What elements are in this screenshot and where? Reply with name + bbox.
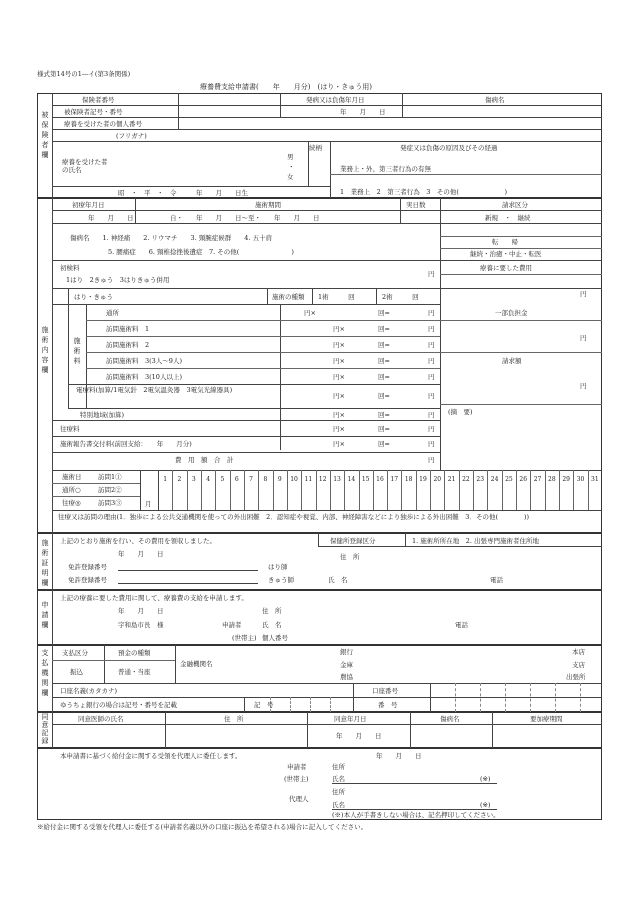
section-label-consent: 同意記録: [41, 713, 49, 745]
day-cell: 18: [404, 476, 413, 483]
label-bank: 銀行: [340, 648, 353, 656]
section-label-applicant: 申請欄: [41, 601, 49, 629]
label-credit: 金庫: [340, 661, 353, 669]
disease-list-row1: 傷病名 1. 神経痛 2. リウマチ 3. 頸腕症候群 4. 五十肩: [70, 234, 273, 242]
day-cell: 21: [447, 476, 456, 483]
day-cell: 8: [263, 476, 268, 483]
section-label-certificate: 施術証明欄: [41, 539, 49, 587]
day-cell: 24: [490, 476, 499, 483]
certificate-statement: 上記のとおり施術を行い、その費用を領収しました。: [60, 537, 216, 545]
day-cell: 13: [333, 476, 341, 483]
label-copay: 一部負担金: [495, 309, 528, 317]
label-claim-amount: 請求額: [502, 357, 522, 365]
delegation-address2: 住所: [332, 788, 345, 796]
day-divider: [201, 470, 202, 510]
day-cell: 29: [562, 476, 570, 483]
form-code: 様式第14号の1―イ(第3条関係): [37, 70, 131, 78]
day-cell: 26: [519, 476, 528, 483]
label-visit-fee: 施術料: [73, 337, 81, 365]
delegation-address1: 住所: [332, 763, 345, 771]
day-divider: [487, 470, 488, 510]
delegation-name2: 氏名: [332, 801, 345, 809]
claim-yen: 円: [580, 382, 587, 390]
first-visit-date: 年 月 日: [88, 214, 134, 222]
day-divider: [344, 470, 345, 510]
mayor: 宇和島市長 様: [118, 621, 164, 629]
total-yen: 円: [428, 456, 435, 464]
section-label-payment: 支払機関欄: [41, 649, 49, 697]
delegation-seal2: (※): [480, 801, 491, 809]
label-period: 施術期間: [255, 201, 281, 209]
day-divider: [416, 470, 417, 510]
label-branch: 支店: [572, 661, 585, 669]
day-cell: 19: [419, 476, 427, 483]
day-cell: 4: [206, 476, 211, 483]
delegation-date: 年 月 日: [376, 752, 422, 760]
day-divider: [373, 470, 374, 510]
label-visit3: 訪問3③: [98, 499, 122, 507]
label-sub-office: 出張所: [566, 673, 586, 681]
day-divider: [316, 470, 317, 510]
day-divider: [530, 470, 531, 510]
label-license1: 免許登録番号: [68, 563, 107, 571]
calc-yen: 円: [428, 392, 435, 400]
day-divider: [473, 470, 474, 510]
calc-yen-times: 円×: [304, 309, 316, 317]
day-cell: 1: [163, 476, 168, 483]
applicant-address: 住 所: [262, 607, 282, 615]
label-account-number: 口座番号: [372, 687, 398, 695]
applicant-date: 年 月 日: [118, 607, 164, 615]
cert-phone: 電話: [490, 576, 503, 584]
calc-times-eq: 回=: [378, 411, 390, 419]
day-cell: 3: [191, 476, 196, 483]
cert-address: 住 所: [340, 553, 360, 561]
label-visit2: 訪問2②: [98, 486, 122, 494]
period-value: 自・ 年 月 日～至・ 年 月 日: [170, 214, 320, 222]
label-consent-doctor: 同意医師の氏名: [78, 715, 124, 723]
label-travel-fee: 往療料: [60, 425, 80, 433]
copay-yen: 円: [580, 334, 587, 342]
day-cell: 15: [361, 476, 370, 483]
label-consent-period: 要加療期間: [530, 715, 563, 723]
label-pay-type: 支払区分: [62, 649, 88, 657]
sex-female: 女: [287, 173, 294, 181]
label-patient-name: 療養を受けた者の氏名: [62, 158, 108, 174]
day-divider: [187, 470, 188, 510]
calc-yen-times: 円×: [333, 392, 345, 400]
sex-male: 男: [287, 153, 294, 161]
section-label-treatment: 施術内容欄: [41, 326, 49, 374]
label-initial-fee: 初検料: [60, 264, 80, 272]
day-divider: [287, 470, 288, 510]
calc-yen: 円: [428, 425, 435, 433]
work-related: 業務上・外、第三者行為の有無: [340, 165, 431, 173]
label-furigana: (フリガナ): [116, 132, 147, 140]
label-symbol-number: 被保険者記号・番号: [64, 108, 123, 116]
calc-times-eq: 回=: [378, 440, 390, 448]
label-bank-name: 金融機関名: [180, 660, 213, 668]
label-total: 費 用 額 合 計: [175, 456, 234, 464]
label-visit-fee-2: 訪問施術料 2: [106, 341, 150, 349]
delegation-name1: 氏名: [332, 775, 345, 783]
applicant-householder: (世帯主): [232, 634, 257, 642]
section-label-insured: 被保険者欄: [41, 111, 49, 159]
reg-options: 1. 施術所所在地 2. 出張専門施術者住所地: [412, 537, 540, 545]
delegation-statement: 本申請書に基づく給付金に関する受領を代理人に委任します。: [60, 752, 242, 760]
calc-times-eq: 回=: [378, 357, 390, 365]
calc-yen: 円: [428, 309, 435, 317]
day-cell: 20: [433, 476, 442, 483]
label-yucho: ゆうちょ銀行の場合は記号・番号を記載: [60, 701, 177, 709]
day-cell: 5: [220, 476, 225, 483]
claim-options: 新規 ・ 継続: [485, 214, 531, 222]
initial-fee-options: 1はり 2きゅう 3はりきゅう併用: [66, 276, 170, 284]
applicant-name: 氏 名: [262, 621, 282, 629]
day-cell: 16: [376, 476, 384, 483]
day-divider: [401, 470, 402, 510]
label-special-area: 特別地域(加算): [80, 411, 125, 419]
calc-times-eq: 回=: [378, 309, 390, 317]
label-number: 番 号: [378, 701, 398, 709]
calc-times-eq: 回=: [378, 325, 390, 333]
day-cell: 6: [234, 476, 239, 483]
day-divider: [502, 470, 503, 510]
label-first-visit: 初療年月日: [72, 201, 105, 209]
label-cause: 発症又は負傷の原因及びその経過: [400, 144, 498, 152]
form-title: 療養費支給申請書( 年 月分) (はり・きゅう用): [200, 83, 372, 91]
calc-yen-times: 円×: [333, 325, 345, 333]
day-divider: [258, 470, 259, 510]
cost-yen: 円: [580, 290, 587, 298]
label-hari: はり師: [268, 563, 288, 571]
calc-yen: 円: [428, 341, 435, 349]
label-account-name: 口座名義(カタカナ): [60, 687, 118, 695]
applicant-phone: 電話: [455, 621, 468, 629]
day-cell: 11: [304, 476, 313, 483]
label-onset: 発病又は負傷年月日: [306, 96, 365, 104]
label-summary: (摘 要): [448, 408, 473, 416]
calc-times-eq: 回=: [378, 425, 390, 433]
calc-yen: 円: [428, 373, 435, 381]
label-days: 実日数: [406, 201, 426, 209]
label-visit-fee-1: 訪問施術料 1: [106, 325, 150, 333]
day-divider: [215, 470, 216, 510]
delegation-applicant: 申請者: [287, 763, 307, 771]
label-outpatient: 通所: [106, 309, 119, 317]
calc-yen: 円: [428, 325, 435, 333]
applicant-statement: 上記の療養に要した費用に関して、療養費の支給を申請します。: [60, 594, 248, 602]
calc-times-eq: 回=: [378, 373, 390, 381]
label-consent-disease: 傷病名: [440, 715, 460, 723]
label-report-fee: 施術報告書交付料(前回支給： 年 月分): [60, 440, 192, 448]
day-divider: [330, 470, 331, 510]
initial-fee-yen: 円: [428, 270, 435, 278]
first-kind: 1術 回: [318, 293, 355, 301]
label-deposit-type: 預金の種類: [118, 649, 151, 657]
day-divider: [444, 470, 445, 510]
day-divider: [230, 470, 231, 510]
day-cell: 23: [476, 476, 485, 483]
label-consent-address: 住 所: [224, 715, 244, 723]
delegation-note: (※)本人が手書きしない場合は、記名押印してください。: [332, 811, 500, 819]
cert-name: 氏 名: [328, 576, 348, 584]
label-outcome: 転 帰: [492, 238, 518, 246]
day-divider: [545, 470, 546, 510]
label-agri: 農協: [340, 673, 353, 681]
label-insured-number: 保険者番号: [82, 96, 115, 104]
calc-yen-times: 円×: [333, 411, 345, 419]
outcome-options: 継続・治癒・中止・転医: [470, 250, 542, 258]
label-commute: 通所○: [62, 486, 81, 494]
certificate-date: 年 月 日: [118, 550, 164, 558]
footer-note: ※給付金に関する受領を代理人に委任する(申請者名義以外の口座に振込を希望される)場合に記入してください。: [37, 823, 368, 831]
day-cell: 25: [505, 476, 513, 483]
label-consent-date: 同意年月日: [334, 715, 367, 723]
label-insurance-reg: 保健所登録区分: [330, 537, 376, 545]
label-kyu: きゅう師: [268, 576, 294, 584]
calc-yen: 円: [428, 411, 435, 419]
visit-reason: 往療又は訪問の理由(1．独歩による公共交通機関を使っての外出困難 2．認知症や視覚、内部、神経障害などにより独歩による外出困難 3．その他( )): [58, 513, 530, 521]
calc-yen: 円: [428, 357, 435, 365]
label-transfer: 振込: [70, 668, 83, 676]
deposit-options: 普通・当座: [118, 668, 151, 676]
applicant-personal-number: 個人番号: [262, 634, 288, 642]
day-divider: [273, 470, 274, 510]
calc-yen-times: 円×: [333, 440, 345, 448]
day-divider: [301, 470, 302, 510]
day-cell: 17: [390, 476, 399, 483]
label-disease: 傷病名: [485, 96, 505, 104]
onset-date: 年 月 日: [340, 108, 386, 116]
label-month: 月: [145, 500, 152, 508]
disease-list-row2: 5. 腰痛症 6. 頸椎捻挫後遺症 7. その他( ): [108, 248, 294, 256]
label-visit1: 訪問1①: [98, 473, 122, 481]
consent-date: 年 月 日: [336, 732, 382, 740]
label-cost: 療養に要した費用: [480, 264, 532, 272]
day-cell: 31: [591, 476, 599, 483]
label-electro: 電療料(加算/1電気針 2電気温灸器 3電気光線器具): [76, 386, 233, 394]
calc-yen-times: 円×: [333, 373, 345, 381]
calc-times-eq: 回=: [378, 341, 390, 349]
applicant-role: 申請者: [222, 621, 242, 629]
day-cell: 2: [177, 476, 182, 483]
day-cell: 7: [249, 476, 253, 483]
day-cell: 30: [576, 476, 585, 483]
calc-times-eq: 回=: [378, 392, 390, 400]
day-cell: 10: [290, 476, 298, 483]
birth-date: 昭 ・ 平 ・ 令 年 月 日生: [118, 189, 248, 197]
day-divider: [559, 470, 560, 510]
work-options: 1 業務上 2 第三者行為 3 その他( ): [340, 188, 507, 196]
calc-yen-times: 円×: [333, 341, 345, 349]
day-cell: 12: [318, 476, 327, 483]
label-license2: 免許登録番号: [68, 576, 107, 584]
label-home: 往療◎: [62, 499, 81, 507]
label-visit-fee-4: 訪問施術料 3(10人以上): [106, 373, 182, 381]
label-visit-day: 施術日: [62, 473, 82, 481]
day-divider: [588, 470, 589, 510]
calc-yen-times: 円×: [333, 425, 345, 433]
day-divider: [430, 470, 431, 510]
label-personal-number: 療養を受けた者の個人番号: [64, 120, 142, 128]
label-head-office: 本店: [572, 648, 585, 656]
label-symbol: 記 号: [254, 701, 274, 709]
second-kind: 2術 回: [382, 293, 419, 301]
label-claim-type: 請求区分: [502, 201, 528, 209]
label-kinds: 施術の種類: [272, 293, 305, 301]
day-divider: [516, 470, 517, 510]
sex-dot: ・: [288, 163, 295, 171]
delegation-seal1: (※): [480, 775, 491, 783]
day-cell: 9: [277, 476, 282, 483]
day-divider: [387, 470, 388, 510]
label-visit-fee-3: 訪問施術料 3(3人～9人): [106, 357, 182, 365]
day-divider: [359, 470, 360, 510]
day-divider: [573, 470, 574, 510]
delegation-householder: (世帯主): [284, 775, 309, 783]
calc-yen-times: 円×: [333, 357, 345, 365]
day-cell: 28: [548, 476, 556, 483]
label-relation: 続柄: [309, 144, 322, 152]
day-cell: 27: [533, 476, 542, 483]
label-hari-kyu: はり・きゅう: [74, 293, 113, 301]
day-cell: 14: [347, 476, 356, 483]
day-divider: [459, 470, 460, 510]
day-cell: 22: [462, 476, 470, 483]
day-divider: [244, 470, 245, 510]
day-divider: [172, 470, 173, 510]
calc-yen: 円: [428, 440, 435, 448]
delegation-agent: 代理人: [289, 795, 309, 803]
